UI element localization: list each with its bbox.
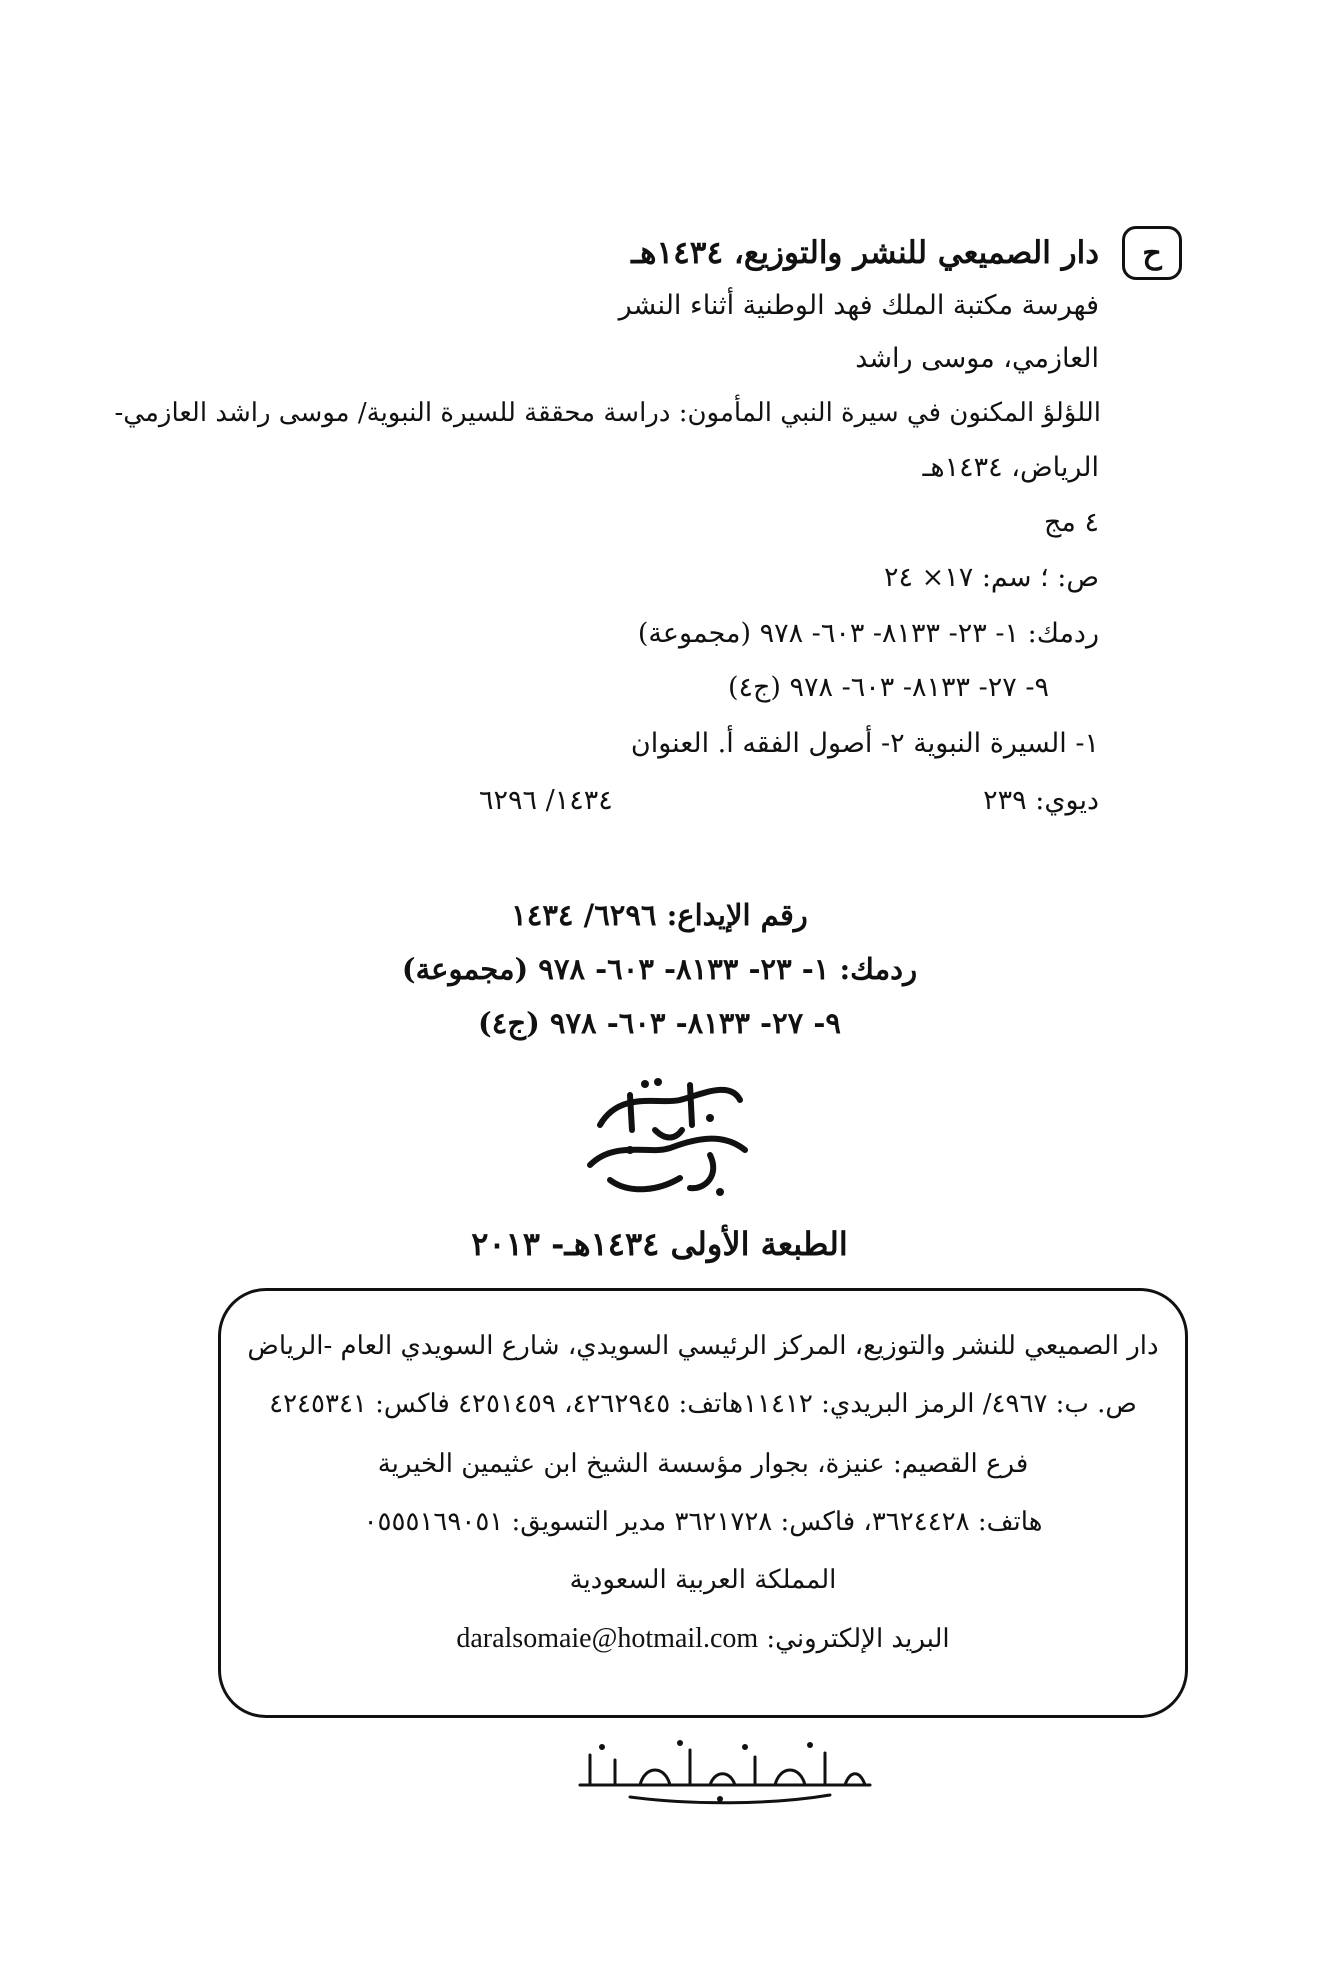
cip-deposit-ref: ١٤٣٤/ ٦٢٩٦ [479,785,613,816]
cip-badge: ح [1122,226,1182,280]
cip-place-year: الرياض، ١٤٣٤هـ [922,452,1099,483]
address-line-branch: فرع القصيم: عنيزة، بجوار مؤسسة الشيخ ابن عثيمين الخيرية [377,1449,1029,1479]
address-box [218,1288,1188,1718]
cip-dewey: ديوي: ٢٣٩ [983,785,1099,816]
cip-subjects: ١- السيرة النبوية ٢- أصول الفقه أ. العنوان [630,728,1099,759]
publisher-logo [570,1735,880,1805]
email-label: البريد الإلكتروني: [766,1624,950,1654]
address-line-main: دار الصميعي للنشر والتوزيع، المركز الرئيسي السويدي، شارع السويدي العام -الرياض [247,1331,1159,1361]
cip-dewey-row [379,785,1099,825]
cip-isbn-vol: ٩- ٢٧- ٨١٣٣- ٦٠٣- ٩٧٨ (ج٤) [727,672,1049,703]
address-line-country: المملكة العربية السعودية [569,1565,837,1595]
rights-calligraphy-icon [570,1070,760,1200]
cip-title-line: اللؤلؤ المكنون في سيرة النبي المأمون: دراسة محققة للسيرة النبوية/ موسى راشد العازمي- [114,398,1101,428]
cip-isbn-set: ردمك: ١- ٢٣- ٨١٣٣- ٦٠٣- ٩٧٨ (مجموعة) [637,618,1099,649]
cip-volumes: ٤ مج [1044,507,1099,538]
address-line-email [221,1623,1185,1655]
address-line-phones: هاتف: ٣٦٢٤٤٢٨، فاكس: ٣٦٢١٧٢٨ مدير التسويق: ٠٥٥٥١٦٩٠٥١ [363,1507,1043,1537]
cip-catalog-line: فهرسة مكتبة الملك فهد الوطنية أثناء النشر [618,290,1099,321]
address-line-po-box: ص. ب: ٤٩٦٧/ الرمز البريدي: ١١٤١٢هاتف: ٤٢٦٢٩٤٥، ٤٢٥١٤٥٩ فاكس: ٤٢٤٥٣٤١ [269,1389,1137,1419]
legal-isbn-vol: ٩- ٢٧- ٨١٣٣- ٦٠٣- ٩٧٨ (ج٤) [478,1006,841,1040]
legal-deposit: رقم الإيداع: ٦٢٩٦/ ١٤٣٤ [511,898,808,932]
edition-line: الطبعة الأولى ١٤٣٤هـ- ٢٠١٣ [471,1225,848,1263]
publisher-logo-icon [570,1735,880,1805]
cip-publisher-line: دار الصميعي للنشر والتوزيع، ١٤٣٤هـ [631,235,1099,271]
email-address: daralsomaie@hotmail.com [456,1623,759,1654]
legal-isbn-set: ردمك: ١- ٢٣- ٨١٣٣- ٦٠٣- ٩٧٨ (مجموعة) [401,952,918,986]
rights-seal [570,1070,760,1200]
cip-author: العازمي، موسى راشد [855,343,1099,374]
cip-pages-size: ص: ؛ سم: ١٧× ٢٤ [883,562,1099,593]
